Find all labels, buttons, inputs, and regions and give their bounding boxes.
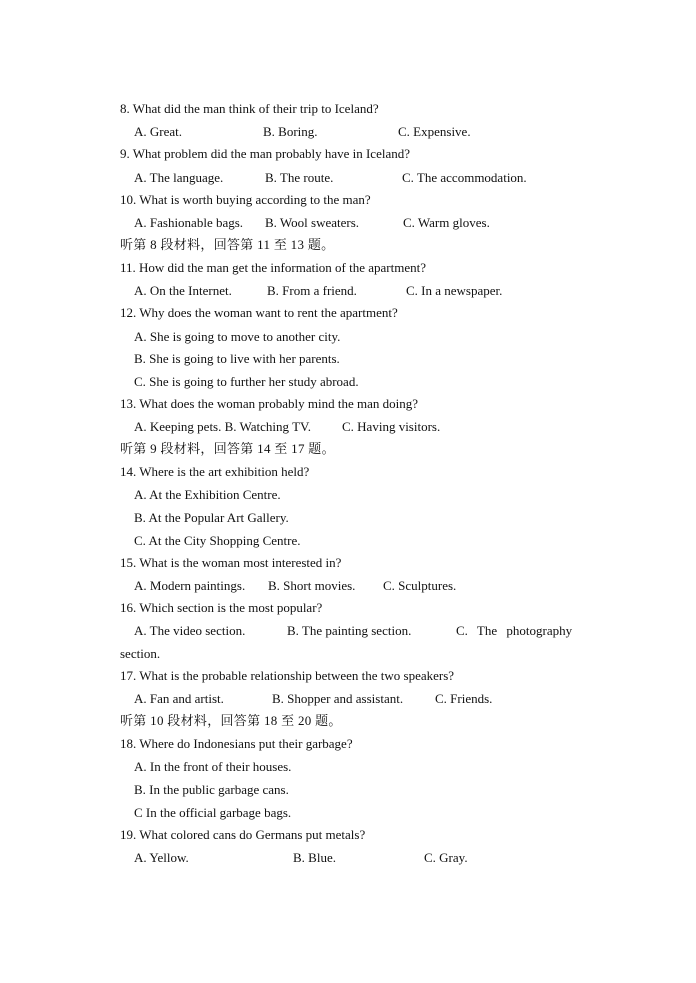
option-9c: C. The accommodation. xyxy=(402,170,527,185)
option-11a: A. On the Internet. xyxy=(134,283,232,298)
option-18c: C In the official garbage bags. xyxy=(134,805,292,820)
option-10b: B. Wool sweaters. xyxy=(265,215,360,230)
option-14a: A. At the Exhibition Centre. xyxy=(134,487,281,502)
option-17a: A. Fan and artist. xyxy=(134,691,224,706)
question-13: 13. What does the woman probably mind the man doing? xyxy=(120,396,418,411)
question-12: 12. Why does the woman want to rent the apartment? xyxy=(120,305,398,320)
option-8b: B. Boring. xyxy=(263,124,318,139)
option-11c: C. In a newspaper. xyxy=(406,283,503,298)
option-15c: C. Sculptures. xyxy=(383,578,457,593)
option-10c: C. Warm gloves. xyxy=(403,215,490,230)
option-13c: C. Having visitors. xyxy=(342,419,441,434)
option-10a: A. Fashionable bags. xyxy=(134,215,244,230)
option-8a: A. Great. xyxy=(134,124,183,139)
question-15: 15. What is the woman most interested in? xyxy=(120,555,342,570)
option-13ab: A. Keeping pets. B. Watching TV. xyxy=(134,419,311,434)
option-18a: A. In the front of their houses. xyxy=(134,759,292,774)
option-14c: C. At the City Shopping Centre. xyxy=(134,533,301,548)
question-14: 14. Where is the art exhibition held? xyxy=(120,464,310,479)
option-18b: B. In the public garbage cans. xyxy=(134,782,289,797)
option-16c-wrap: section. xyxy=(120,646,161,661)
question-11: 11. How did the man get the information of the apartment? xyxy=(120,260,427,275)
option-8c: C. Expensive. xyxy=(398,124,471,139)
option-19a: A. Yellow. xyxy=(134,850,189,865)
option-15a: A. Modern paintings. xyxy=(134,578,246,593)
question-8: 8. What did the man think of their trip to Iceland? xyxy=(120,101,379,116)
question-18: 18. Where do Indonesians put their garbage? xyxy=(120,736,353,751)
option-16c: C. The photography xyxy=(456,623,573,638)
option-15b: B. Short movies. xyxy=(268,578,356,593)
question-9: 9. What problem did the man probably have in Iceland? xyxy=(120,146,410,161)
option-16b: B. The painting section. xyxy=(287,623,412,638)
section-header-10: 听第 10 段材料，回答第 18 至 20 题。 xyxy=(120,713,342,728)
option-14b: B. At the Popular Art Gallery. xyxy=(134,510,289,525)
question-17: 17. What is the probable relationship between the two speakers? xyxy=(120,668,455,683)
option-12a: A. She is going to move to another city. xyxy=(134,329,341,344)
option-12b: B. She is going to live with her parents. xyxy=(134,351,340,366)
option-12c: C. She is going to further her study abroad. xyxy=(134,374,359,389)
section-header-9: 听第 9 段材料，回答第 14 至 17 题。 xyxy=(120,441,335,456)
question-16: 16. Which section is the most popular? xyxy=(120,600,323,615)
option-16a: A. The video section. xyxy=(134,623,246,638)
option-9a: A. The language. xyxy=(134,170,224,185)
section-header-8: 听第 8 段材料，回答第 11 至 13 题。 xyxy=(120,237,335,252)
option-17c: C. Friends. xyxy=(435,691,493,706)
option-9b: B. The route. xyxy=(265,170,334,185)
option-19c: C. Gray. xyxy=(424,850,468,865)
option-19b: B. Blue. xyxy=(293,850,336,865)
option-17b: B. Shopper and assistant. xyxy=(272,691,404,706)
question-10: 10. What is worth buying according to the man? xyxy=(120,192,371,207)
option-11b: B. From a friend. xyxy=(267,283,357,298)
question-19: 19. What colored cans do Germans put metals? xyxy=(120,827,366,842)
